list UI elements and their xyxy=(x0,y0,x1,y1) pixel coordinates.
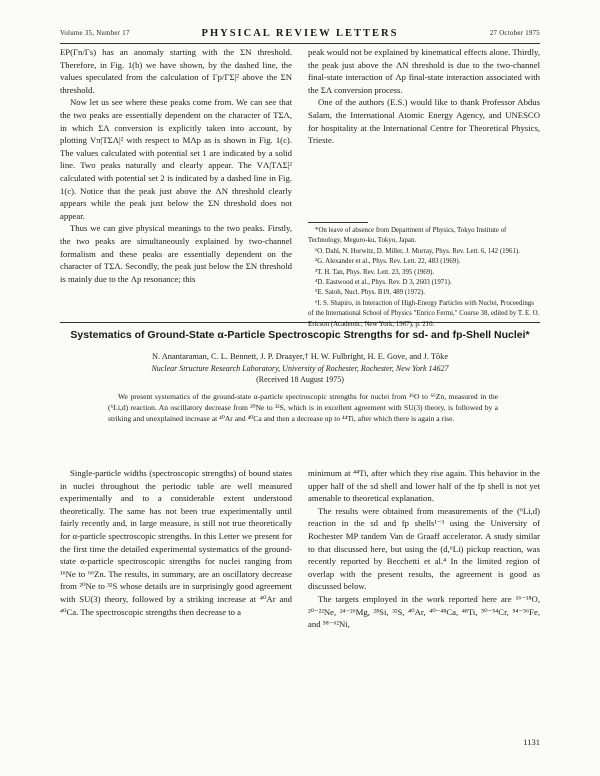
page-number: 1131 xyxy=(523,737,540,747)
issue-date: 27 October 1975 xyxy=(489,30,540,37)
header-rule xyxy=(60,43,540,44)
footnote: ⁵E. Satoh, Nucl. Phys. B19, 489 (1972). xyxy=(315,289,425,297)
footnote: ³T. H. Tan, Phys. Rev. Lett. 23, 395 (1969). xyxy=(315,268,435,276)
footnote: ⁴D. Eastwood et al., Phys. Rev. D 3, 2603 (1971). xyxy=(315,279,452,287)
footnote: ¹O. Dahl, N. Horwitz, D. Miller, J. Murray, Phys. Rev. Lett. 6, 142 (1961). xyxy=(315,247,520,255)
paragraph: peak would not be explained by kinematical effects alone. Thirdly, the peak just above the ΛN threshold is due to the two-channel final-state interaction of Λp final-state interaction associated with the ΣΛ conversion process. xyxy=(308,47,540,95)
received-date: (Received 18 August 1975) xyxy=(256,375,344,384)
article-left-column xyxy=(60,467,292,618)
footnote: ²G. Alexander et al., Phys. Rev. Lett. 22, 483 (1969). xyxy=(315,258,461,266)
footnote-rule xyxy=(308,222,368,223)
previous-article-left-column xyxy=(60,46,292,285)
paragraph: Now let us see where these peaks come from. We can see that the two peaks are essentially dependent on the character of TΣΛ, in which ΣΛ conversion is explicitly taken into account, by plotting Vπ|TΣΛ|² with respect to MΛp as is shown in Fig. 1(c). The values calculated with potential set 1 are indicated by a solid line. Two peaks naturally and clearly appear. The VΛ|TΛΣ|² calculated with potential set 2 is indicated by a dashed line in Fig. 1(c). Notice that the peak just above the ΛN threshold clearly appears while the peak just below the ΣN threshold does not appear. xyxy=(60,97,292,221)
paragraph: Single-particle widths (spectroscopic strengths) of bound states in nuclei throughout the periodic table are well measured experimentally and to a considerable extent understood theoretically. The same has not been true experimentally until fairly recently and, in large measure, is still not true theoretically for α-particle spectroscopic strengths. In this Letter we present for the first time the detailed experimental systematics of the ground-state α-particle spectroscopic strengths for nuclei ranging from ¹⁶Ne to ⁶⁶Zn. The results, in summary, are an oscillatory decrease from ²⁰Ne to ³²S whose details are in surprisingly good agreement with SU(3) theory, followed by a striking increase at ⁴⁰Ar and ⁴⁰Ca. The spectroscopic strengths then decrease to a xyxy=(60,468,292,617)
paragraph: The results were obtained from measurements of the (⁶Li,d) reaction in the sd and fp shells¹⁻³ using the University of Rochester MP tandem Van de Graaff accelerator. A study similar to that discussed here, but using the (d,⁶Li) pickup reaction, was recently reported by Becchetti et al.⁴ In the limited region of overlap with the present results, the agreement is good as discussed below. xyxy=(308,505,540,592)
journal-name: PHYSICAL REVIEW LETTERS xyxy=(201,28,399,39)
paragraph: EP(Γn/Γs) has an anomaly starting with the ΣN threshold. Therefore, in Fig. 1(b) we have shown, by the dashed line, the values speculated from the calculation of Γp/ΓΣ|² above the ΣN threshold. xyxy=(60,47,292,95)
footnote: ⁶I. S. Shapiro, in Interaction of High-Energy Particles with Nuclei, Proceedings of the International School of Physics "Enrico Fermi," Course 38, edited by T. E. O. Ericson (Academic, New York, 1967), p. 210. xyxy=(308,299,540,328)
article-right-column xyxy=(308,467,540,631)
paragraph: The targets employed in the work reported here are ¹⁶⁻¹⁸O, ²⁰⁻²²Ne, ²⁴⁻²⁶Mg, ²⁸Si, ³²S, ⁴⁰Ar, ⁴⁰⁻⁴⁸Ca, ⁴⁸Ti, ⁵⁰⁻⁵⁴Cr, ⁵⁴⁻⁵⁶Fe, and ⁵⁸⁻⁶²Ni, xyxy=(308,593,540,630)
running-header xyxy=(60,28,540,42)
author-list: N. Anantaraman, C. L. Bennett, J. P. Draayer,† H. W. Fulbright, H. E. Gove, and J. Tōke xyxy=(151,352,449,361)
paragraph: minimum at ⁴⁴Ti, after which they rise again. This behavior in the upper half of the sd shell and lower half of the fp shell is not yet amenable to theoretical explanation. xyxy=(308,468,540,504)
article-title: Systematics of Ground-State α-Particle Spectroscopic Strengths for sd- and fp-Shell Nuclei* xyxy=(70,329,530,341)
abstract xyxy=(108,392,498,424)
footnote: *On leave of absence from Department of Physics, Tokyo Institute of Technology, Meguro-ku, Tokyo, Japan. xyxy=(308,227,507,245)
paragraph: Thus we can give physical meanings to the two peaks. Firstly, the two peaks are simultaneously explained by two-channel formalism and these peaks are essentially dependent on the character of TΣΛ. Secondly, the peak just below the ΣN threshold is mainly due to the Λp resonance; this xyxy=(60,223,292,284)
abstract-text: We present systematics of the ground-state α-particle spectroscopic strengths for nuclei from ¹⁶O to ⁶⁶Zn, measured in the (⁶Li,d) reaction. An oscillatory decrease from ²⁰Ne to ³²S, which is in excellent agreement with SU(3) theory, is followed by a striking and unexplained increase at ⁴⁰Ar and ⁴⁰Ca and then a decrease up to ⁴⁴Ti, after which there is again a rise. xyxy=(108,392,498,423)
affiliation: Nuclear Structure Research Laboratory, University of Rochester, Rochester, New York 14627 xyxy=(151,364,449,373)
volume-label: Volume 35, Number 17 xyxy=(60,30,130,37)
article-separator xyxy=(60,322,540,323)
acknowledgment: One of the authors (E.S.) would like to thank Professor Abdus Salam, the International Atomic Energy Agency, and UNESCO for hospitality at the International Centre for Theoretical Physics, Trieste. xyxy=(308,97,540,146)
previous-article-right-column xyxy=(308,46,540,147)
footnotes xyxy=(308,226,540,330)
